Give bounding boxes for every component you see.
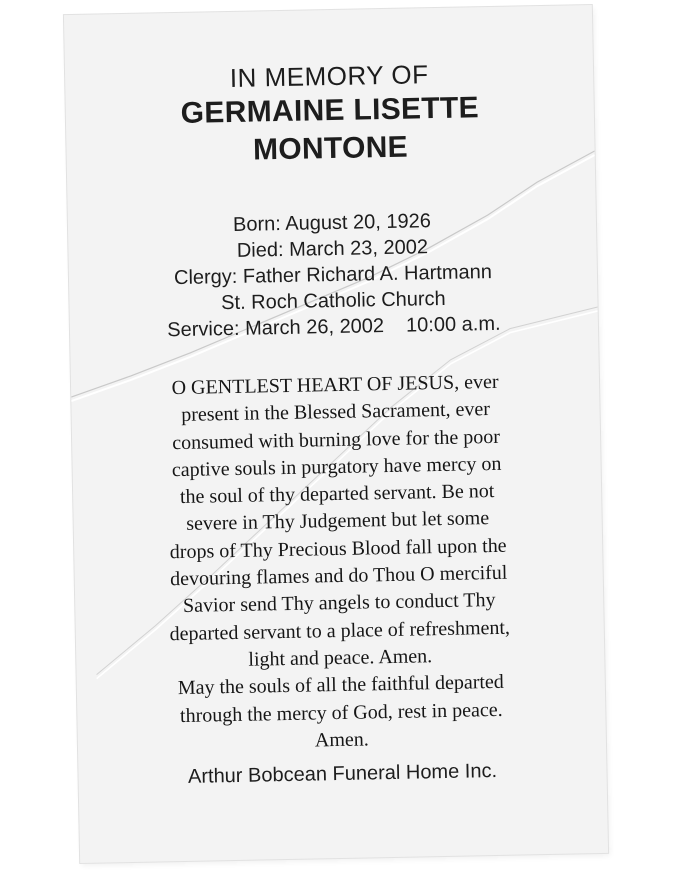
memorial-header — [65, 55, 595, 173]
prayer-line: present in the Blessed Sacrament, ever — [181, 398, 491, 427]
born-date: Born: August 20, 1926 — [232, 210, 432, 236]
service-time: 10:00 a.m. — [405, 312, 501, 337]
deceased-name-line-1: GERMAINE LISETTE — [180, 91, 480, 130]
prayer-line: May the souls of all the faithful departed — [177, 671, 505, 700]
prayer-line: through the mercy of God, rest in peace. — [179, 698, 503, 727]
funeral-home-name: Arthur Bobcean Funeral Home Inc. — [187, 759, 498, 788]
prayer-line: O GENTLEST HEART OF JESUS, ever — [171, 370, 499, 400]
prayer-line: Amen. — [314, 728, 370, 752]
in-memory-heading: IN MEMORY OF — [229, 59, 429, 93]
prayer-line: captive souls in purgatory have mercy on — [171, 452, 502, 482]
church-name: St. Roch Catholic Church — [220, 287, 446, 315]
prayer-line: devouring flames and do Thou O merciful — [169, 561, 508, 591]
died-date: Died: March 23, 2002 — [236, 236, 429, 262]
prayer-line: severe in Thy Judgement but let some — [186, 507, 490, 536]
prayer-line: consumed with burning love for the poor — [172, 425, 501, 454]
prayer-text — [115, 368, 562, 759]
prayer-line: the soul of thy departed servant. Be not — [179, 480, 495, 509]
prayer-line: departed servant to a place of refreshment, — [169, 616, 511, 645]
deceased-name-line-2: MONTONE — [252, 130, 409, 167]
clergy-name: Clergy: Father Richard A. Hartmann — [173, 260, 493, 290]
memorial-details — [68, 205, 598, 345]
service-date: Service: March 26, 2002 — [167, 315, 385, 342]
memorial-card — [64, 5, 608, 863]
prayer-line: Savior send Thy angels to conduct Thy — [182, 589, 496, 618]
prayer-line: drops of Thy Precious Blood fall upon the — [169, 534, 507, 563]
prayer-line: light and peace. Amen. — [248, 645, 433, 671]
